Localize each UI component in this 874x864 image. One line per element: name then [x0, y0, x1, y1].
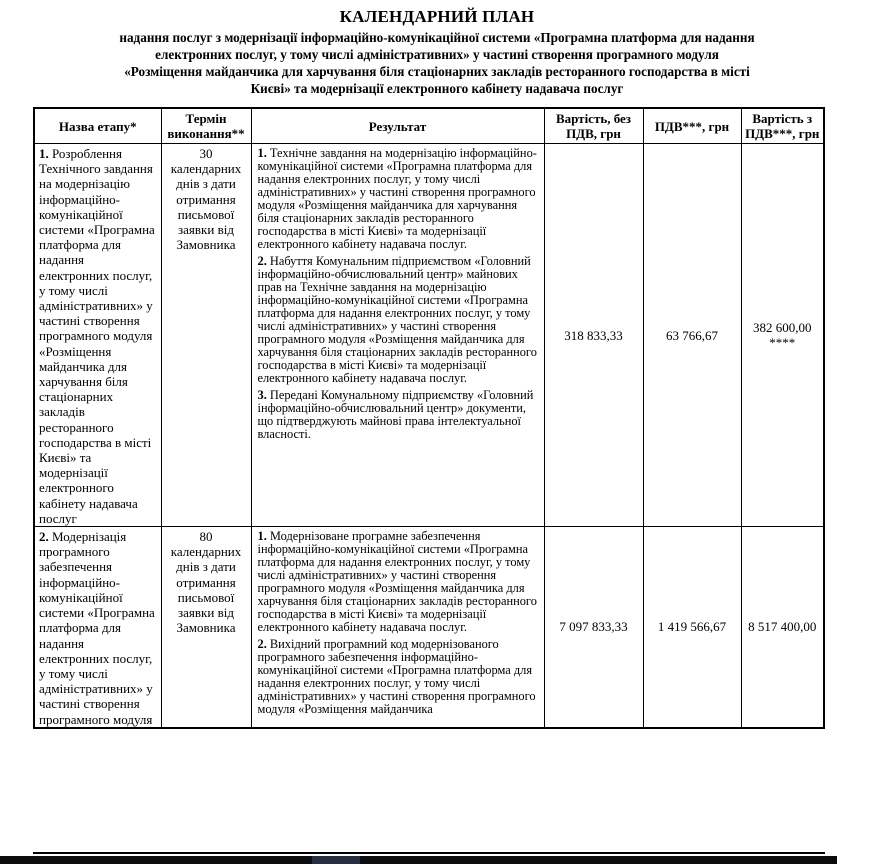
page-title: КАЛЕНДАРНИЙ ПЛАН	[339, 7, 535, 26]
result-item	[258, 530, 539, 634]
result-item-number: 3.	[257, 388, 267, 402]
taskbar-strip[interactable]	[0, 856, 837, 864]
result-item	[258, 638, 539, 716]
schedule-table	[33, 107, 825, 729]
result-item	[258, 255, 539, 385]
col-header-result: Результат	[251, 108, 544, 144]
stage-1-results	[251, 144, 544, 527]
stage-2-results	[251, 527, 544, 728]
result-item-text: Передані Комунальному підприємству «Головний інформаційно-обчислювальний центр» документи, що підтверджують майнові права інтелектуальної власності.	[257, 388, 534, 441]
result-item-number: 2.	[257, 637, 267, 652]
stage-1-cost-gross-note: ****	[769, 335, 796, 351]
page-subtitle: надання послуг з модернізації інформаційно-комунікаційної системи «Програмна платформа для надання електронних послуг, у тому числі адміністративних» у частині створення програмного модуля «Розміщення майданчика для харчування біля стаціонарних закладів ресторанного господарства в місті Києві» та модернізації електронного кабінету надавача послуг	[119, 30, 755, 96]
stage-2-cost-net: 7 097 833,33	[544, 527, 643, 728]
col-header-vat: ПДВ***, грн	[643, 108, 741, 144]
stage-1-number: 1.	[39, 146, 49, 161]
stage-2-text: Модернізація програмного забезпечення інформаційно-комунікаційної системи «Програмна платформа для надання електронних послуг, у тому числі адміністративних» у частині створення програмного модуля	[39, 529, 155, 727]
table-header-row	[34, 108, 824, 144]
result-item-text: Вихідний програмний код модернізованого програмного забезпечення інформаційно-комунікаційної системи «Програмна платформа для надання електронних послуг, у тому числі адміністративних» у частині створення програмного модуля «Розміщення майданчика	[257, 637, 536, 717]
stage-2-name	[34, 527, 161, 728]
col-header-stage: Назва етапу*	[34, 108, 161, 144]
stage-2-vat: 1 419 566,67	[643, 527, 741, 728]
result-item-text: Набуття Комунальним підприємством «Головний інформаційно-обчислювальний центр» майнових прав на Технічне завдання на модернізацію інформаційно-комунікаційної системи «Програмна платформа для надання електронних послуг, у тому числі адміністративних» у частині створення програмного модуля «Розміщення майданчика для харчування біля стаціонарних закладів ресторанного господарства в місті Києві» та модернізації електронного кабінету надавача послуг.	[257, 254, 537, 385]
taskbar-segment[interactable]	[312, 856, 360, 864]
col-header-cost-gross: Вартість з ПДВ***, грн	[741, 108, 824, 144]
col-header-term: Термін виконання**	[161, 108, 251, 144]
stage-1-name	[34, 144, 161, 527]
result-item-number: 1.	[257, 529, 267, 544]
stage-1-text: Розроблення Технічного завдання на модернізацію інформаційно-комунікаційної системи «Програмна платформа для надання електронних послуг, у тому числі адміністративних» у частині створення програмного модуля «Розміщення майданчика для харчування біля стаціонарних закладів ресторанного господарства в місті Києві» та модернізації електронного кабінету надавача послуг	[39, 146, 155, 526]
result-item	[258, 147, 539, 251]
stage-2-number: 2.	[39, 529, 49, 545]
schedule-table-region	[33, 107, 825, 854]
table-row-stage-2	[34, 527, 824, 728]
stage-1-cost-gross-value: 382 600,00	[753, 320, 812, 336]
stage-1-cost-net: 318 833,33	[544, 144, 643, 527]
result-item	[258, 389, 539, 441]
stage-1-cost-gross	[741, 144, 824, 527]
stage-1-term: 30 календарних днів з дати отримання письмової заявки від Замовника	[161, 144, 251, 527]
stage-1-vat: 63 766,67	[643, 144, 741, 527]
result-item-text: Модернізоване програмне забезпечення інформаційно-комунікаційної системи «Програмна платформа для надання електронних послуг, у тому числі адміністративних» у частині створення програмного модуля «Розміщення майданчика для харчування біля стаціонарних закладів ресторанного господарства в місті Києві» та модернізації електронного кабінету надавача послуг.	[257, 529, 537, 635]
result-item-text: Технічне завдання на модернізацію інформаційно-комунікаційної системи «Програмна платформа для надання електронних послуг, у тому числі адміністративних» у частині створення програмного модуля «Розміщення майданчика для харчування біля стаціонарних закладів ресторанного господарства в місті Києві» та модернізації електронного кабінету надавача послуг.	[257, 146, 537, 251]
result-item-number: 1.	[257, 146, 267, 160]
stage-2-term: 80 календарних днів з дати отримання письмової заявки від Замовника	[161, 527, 251, 728]
table-row-stage-1	[34, 144, 824, 527]
result-item-number: 2.	[257, 254, 267, 268]
stage-2-cost-gross: 8 517 400,00	[741, 527, 824, 728]
col-header-cost-net: Вартість, без ПДВ, грн	[544, 108, 643, 144]
